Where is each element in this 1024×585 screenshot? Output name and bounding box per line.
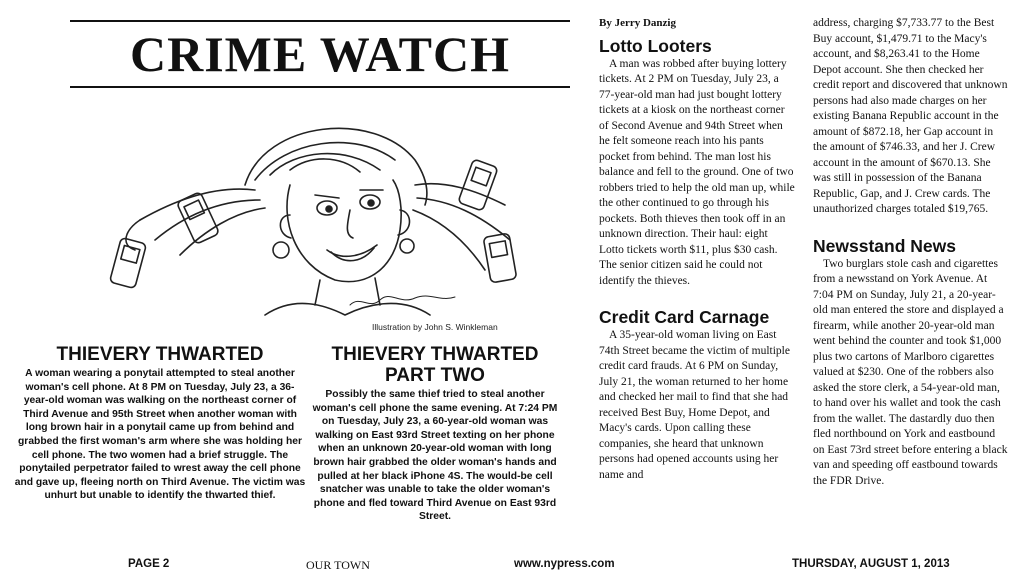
story-lotto-body: A man was robbed after buying lottery tickets. At 2 PM on Tuesday, July 23, a 77-year-old man had just bought lottery tickets at a kiosk on the northeast corner of Second Avenue and 94th Street when he felt someone reach into his pants pocket from behind. The man lost his balance and fell to the ground. One of two robbers tried to help the old man up, while the other continued to go through his pockets. Both thieves then took off in an unknown direction. Their haul: eight Lotto tickets worth $11, plus $30 cash. The senior citizen said he could not identify the thieves. [599,57,795,287]
story-newsstand-body: Two burglars stole cash and cigarettes from a newsstand on York Avenue. At 7:04 PM on Sunday, July 21, a 20-year-old man entered the store and displayed a firearm, while another 20-year-old man went behind the counter and took $1,000 plus two cartons of Marlboro cigarettes valued at $230. One of the robbers also asked the store clerk, a 54-year-old man, to hand over his wallet and took the cash from the wallet. The dastardly duo then fled northbound on York and eastbound on East 73rd street before entering a black van and speeding off eastbound towards the FDR Drive. [813,257,1008,487]
footer-website-link[interactable]: www.nypress.com [514,558,615,570]
story-credit-body-part-one: A 35-year-old woman living on East 74th Street became the victim of multiple credit card frauds. At 6 PM on Sunday, July 21, the woman returned to her home and checked her mail to find that she had received Best Buy, Home Depot, and Macy's cards. Upon calling these companies, she heard that unknown persons had opened accounts using her name and [599,329,790,481]
story-lotto-headline: Lotto Looters [599,35,712,56]
story-thievery-two-body: Possibly the same thief tried to steal another woman's cell phone the same evening. At 7:24 PM on Tuesday, July 23, a 60-year-old woman was walking on East 93rd Street texting on her phone when an unknown 20-year-old woman with long brown hair grabbed the older woman's hands and pulled at her black iPhone 4S. The would-be cell snatcher was unable to take the older woman's phone and fled toward Third Avenue on East 93rd Street. [312,389,558,523]
story-thievery-body: A woman wearing a ponytail attempted to steal another woman's cell phone. At 8 PM on Tuesday, July 23, a 36-year-old woman was walking on the northeast corner of Third Avenue and 95th Street when another woman with long brown hair in a ponytail came up from behind and grabbed the first woman's arm where she was holding her cell phone. The two women had a brief struggle. The ponytailed perpetrator failed to wrest away the cell phone and gave up, fleeing north on Third Avenue. The victim was unhurt but unable to identify the thwarted thief. [14,368,306,502]
masthead-title: CRIME WATCH [129,26,511,82]
story-thievery-thwarted [14,344,306,503]
page-footer [0,558,1024,580]
story-newsstand-headline: Newsstand News [813,235,956,256]
column-four [813,16,1009,489]
byline: By Jerry Danzig [599,17,676,29]
story-thievery-part-two [308,344,562,524]
footer-paper-name: OUR TOWN [306,558,370,572]
footer-date: THURSDAY, AUGUST 1, 2013 [792,558,950,570]
column-three [599,16,795,483]
story-thievery-two-headline: THIEVERY THWARTED PART TWO [331,344,539,386]
footer-page-number: PAGE 2 [128,558,170,570]
woman-phone-illustration [95,90,555,325]
story-credit-body-part-two: address, charging $7,733.77 to the Best Buy account, $1,479.71 to the Macy's account, and $8,263.41 to the Home Depot account. She then checked her credit report and discovered that unknown persons had also made charges on her existing Banana Republic account in the amount of $872.18, her Gap account in the amount of $746.33, and her J. Crew account in the amount of $670.13. She was still in possession of the Banana Republic, Gap, and J. Crew cards. The unauthorized charges totaled $19,765. [813,17,1008,215]
masthead [70,20,570,88]
illustration-credit: Illustration by John S. Winkleman [372,322,498,332]
story-credit-headline: Credit Card Carnage [599,307,770,327]
story-thievery-headline: THIEVERY THWARTED [56,344,264,365]
